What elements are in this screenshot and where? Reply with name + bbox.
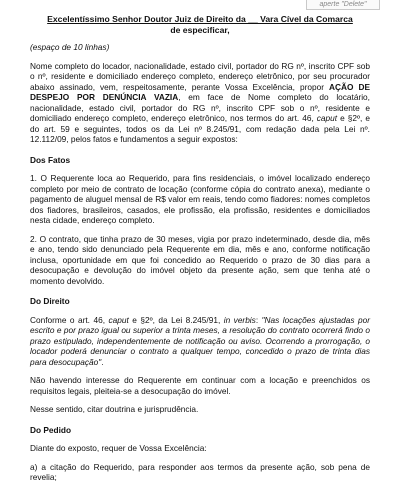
law-text-4: . — [101, 356, 104, 367]
document-body — [30, 14, 370, 483]
heading-line-1: Excelentíssimo Senhor Doutor Juiz de Direito da __ Vara Cível da Comarca — [47, 14, 353, 24]
law-paragraph-1 — [30, 315, 370, 368]
intro-paragraph — [30, 61, 370, 145]
request-intro: Diante do exposto, requer de Vossa Excelência: — [30, 443, 207, 453]
action-title: AÇÃO DE DESPEJO POR DENÚNCIA VAZIA — [30, 81, 371, 102]
law-text-1: Conforme o art. 46, — [30, 314, 109, 325]
section-request-title: Do Pedido — [30, 424, 72, 435]
law-quote: "Nas locações ajustadas por escrito e por prazo igual ou superior a trinta meses, a resolução do contrato ocorrerá findo o prazo estipulado, independentemente de notificação ou aviso. Ocorrendo a prorrogação, o locador poderá denunciar o contrato a qualquer tempo, concedido o prazo de trinta dias para desocupação" — [30, 314, 370, 367]
intro-text-1: Nome completo do locador, nacionalidade, estado civil, portador do RG nº, inscrito CPF sob o nº, residente e domiciliado endereço completo, endereço eletrônico, por seu procurador abaixo assinado, vem, respeitosamente, perante Vossa Excelência, propor — [30, 60, 370, 92]
heading-line-2: de especificar, — [170, 24, 230, 35]
delete-hint: aperte "Delete" — [306, 0, 380, 10]
request-item-a: a) a citação do Requerido, para responder aos termos da presente ação, sob pena de revelia; — [30, 461, 370, 482]
section-facts-title: Dos Fatos — [30, 154, 71, 165]
intro-text-3: e §2º, e do art. 59 e seguintes, todos os da Lei nº 8.245/91, com redação dada pela Lei nº. 12.112/09, pelos fatos e fundamentos a seguir expostos: — [30, 113, 370, 144]
facts-paragraph-2: 2. O contrato, que tinha prazo de 30 meses, vigia por prazo indeterminado, desde dia, mês e ano, tendo sido denunciado pela Requerente em dia, mês e ano, conforme notificação inclusa, oportunidade em que foi concedido ao Requerido o prazo de 30 dias para a desocupação e devolução do imóvel objeto da presente ação, sem que tenha até o momento devolvido. — [30, 233, 370, 286]
spacing-note: (espaço de 10 linhas) — [30, 42, 110, 52]
section-law-title: Do Direito — [30, 296, 70, 306]
law-paragraph-2: Não havendo interesse do Requerente em continuar com a locação e preenchidos os requisitos legais, pleiteia-se a desocupação do imóvel. — [30, 375, 370, 396]
caput-term: caput — [316, 113, 338, 123]
facts-paragraph-1: 1. O Requerente loca ao Requerido, para fins residenciais, o imóvel localizado endereço completo por meio de contrato de locação (conforme cópia do contrato anexa), mediante o pagamento de aluguel mensal de R$ valor em reais, tendo como fiadores: nomes completos dos fiadores, brasileiros, casados, ele profissão, ela profissão, residentes e domiciliados nesta cidade, endereço completo. — [30, 173, 370, 225]
law-caput-term: caput — [108, 314, 129, 325]
law-text-3: : — [255, 314, 262, 325]
intro-text-2: , em face de Nome completo do locatário, nacionalidade, estado civil, portador do RG nº, inscrito CPF sob o nº, residente e domiciliado endereço completo, endereço eletrônico, nos termos do art. 46, — [30, 92, 370, 123]
in-verbis-term: in verbis — [223, 314, 256, 325]
law-paragraph-3: Nesse sentido, citar doutrina e jurisprudência. — [30, 404, 199, 414]
law-text-2: e §2º, da Lei 8.245/91, — [128, 314, 224, 325]
